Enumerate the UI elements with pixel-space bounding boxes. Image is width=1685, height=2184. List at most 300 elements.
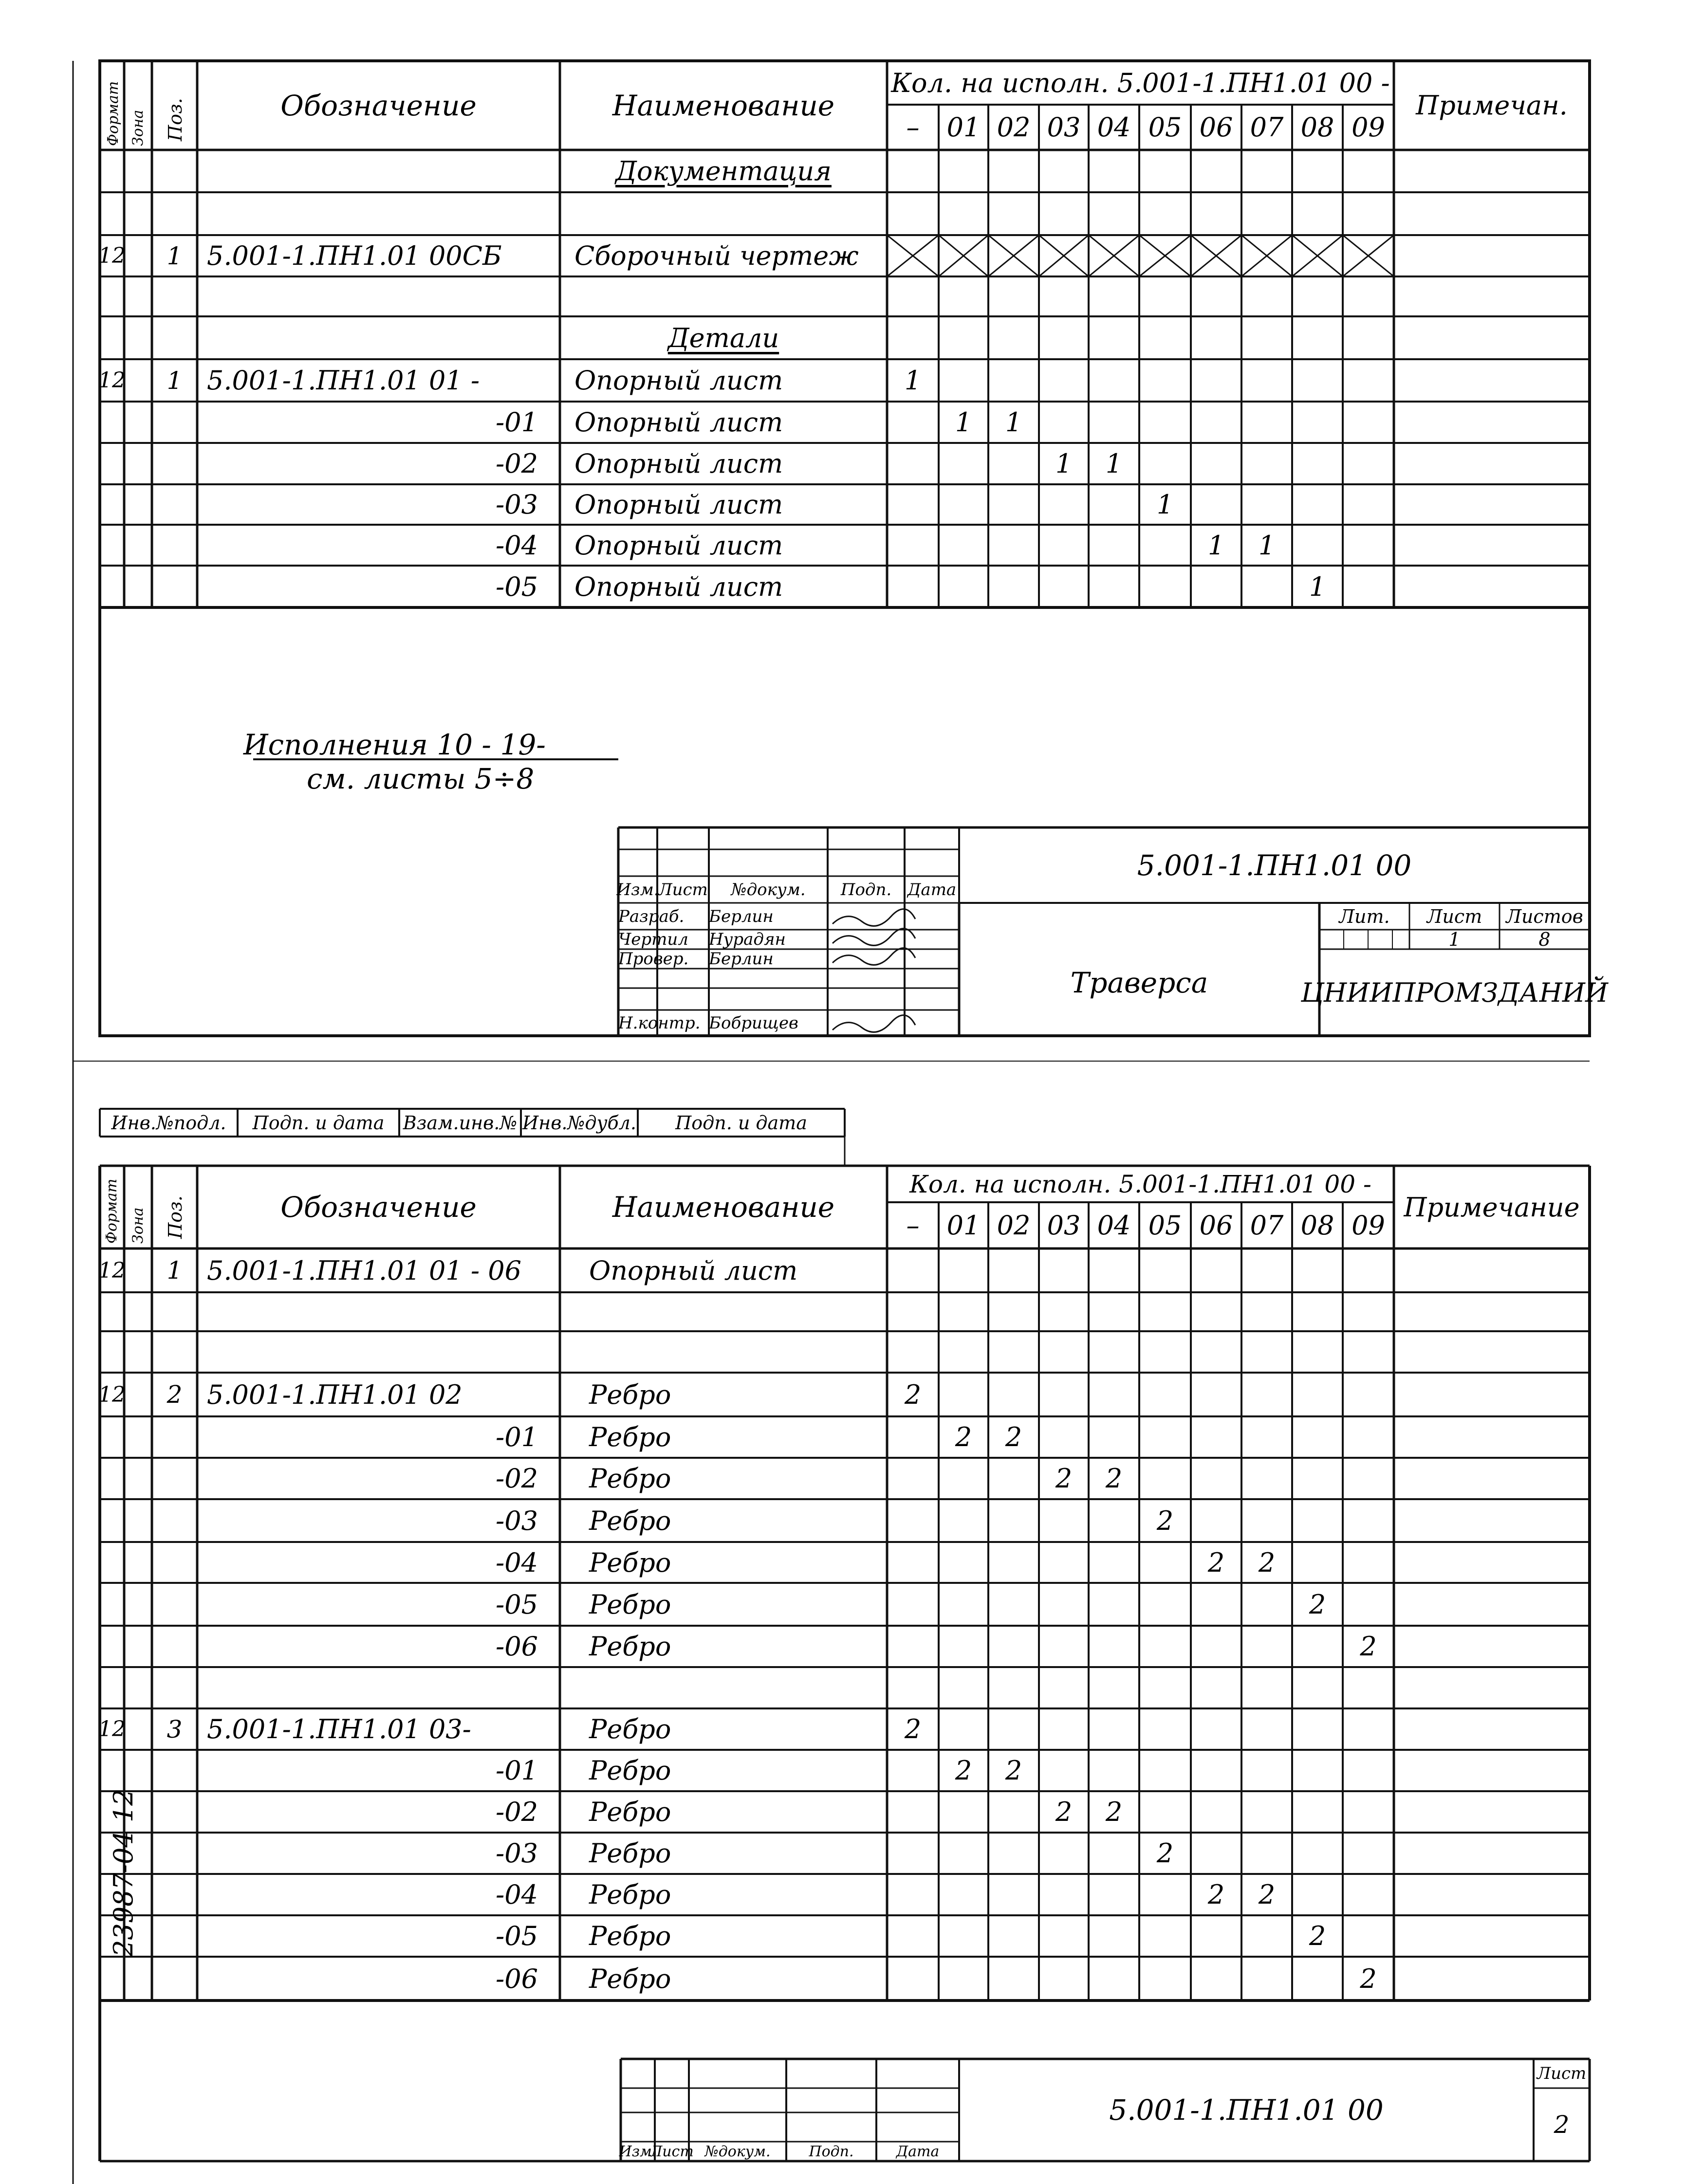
row-qty [887, 1957, 939, 2000]
row-qty [988, 1542, 1039, 1583]
row-name [589, 1248, 881, 1292]
row-name-text: Ребро [589, 1797, 671, 1827]
row-qty [887, 1874, 939, 1915]
row-name-text: Опорный лист [574, 489, 783, 520]
row-qty [887, 402, 939, 443]
row-pos [152, 1331, 197, 1373]
stamp-role [618, 930, 709, 949]
row-qty [988, 316, 1039, 359]
row-qty [1292, 1458, 1343, 1499]
row-qty [988, 276, 1039, 316]
row-qty [1039, 1458, 1089, 1499]
header-variant-text: – [906, 112, 920, 143]
header-qty [887, 61, 1394, 105]
row-qty [939, 1416, 988, 1458]
row-designation-text: -04 [496, 1879, 538, 1910]
row-designation-text: 5.001-1.ПН1.01 01 - 06 [207, 1255, 521, 1286]
row-qty [1191, 1957, 1241, 2000]
sheet2-sheet-number [1534, 2088, 1590, 2161]
row-qty [1292, 1542, 1343, 1583]
row-designation-text: -01 [496, 1422, 538, 1452]
row-qty [1039, 1667, 1089, 1708]
row-format-text: 12 [98, 243, 126, 268]
row-qty [1039, 1957, 1089, 2000]
stamp-header-text: Лист [650, 2143, 694, 2160]
row-qty [1292, 525, 1343, 566]
row-format [100, 402, 124, 443]
row-format [100, 1708, 124, 1750]
header-variant [887, 105, 939, 150]
row-qty [1241, 359, 1292, 402]
header-note-text: Примечание [1404, 1192, 1580, 1223]
row-designation-text: -01 [496, 407, 538, 438]
row-designation [197, 1583, 538, 1626]
header-qty-text: Кол. на исполн. 5.001-1.ПН1.01 00 - [891, 67, 1390, 98]
row-qty [1191, 402, 1241, 443]
organization-text: ЦНИИПРОМЗДАНИЙ [1300, 977, 1609, 1008]
row-designation-text: -04 [496, 1547, 538, 1578]
row-name-text: Ребро [589, 1879, 671, 1910]
row-format [100, 1499, 124, 1542]
stamp-name [709, 1010, 828, 1036]
row-qty [1139, 1791, 1191, 1833]
row-qty [988, 1667, 1039, 1708]
row-qty [1343, 276, 1394, 316]
section-heading [560, 316, 887, 359]
row-qty [1241, 1416, 1292, 1458]
row-name [589, 1750, 881, 1791]
row-pos [152, 276, 197, 316]
row-name-text: Ребро [589, 1422, 671, 1452]
row-qty-text: 1 [1309, 571, 1326, 602]
row-qty [988, 1292, 1039, 1331]
row-designation-text: -06 [496, 1631, 538, 1662]
row-designation [197, 1915, 538, 1957]
row-name-text: Ребро [589, 1547, 671, 1578]
row-qty-text: 1 [955, 407, 972, 438]
row-designation-text: -05 [496, 1589, 538, 1620]
sheet-label [1409, 903, 1500, 930]
row-qty [887, 525, 939, 566]
row-pos [152, 1542, 197, 1583]
row-qty [1292, 1791, 1343, 1833]
row-qty [1241, 1373, 1292, 1416]
row-qty [1343, 1874, 1394, 1915]
row-qty [1039, 1626, 1089, 1667]
row-qty [1241, 235, 1292, 276]
row-qty [1039, 150, 1089, 192]
stamp-header-text: Подп. [840, 880, 892, 899]
row-format [100, 359, 124, 402]
row-qty [1292, 1583, 1343, 1626]
row-qty [1139, 316, 1191, 359]
stamp-name-text: Нурадян [709, 930, 786, 949]
row-qty [1343, 1331, 1394, 1373]
row-qty [1191, 1583, 1241, 1626]
row-pos [152, 1373, 197, 1416]
row-format [100, 1583, 124, 1626]
row-qty [1343, 1667, 1394, 1708]
row-qty [1039, 1416, 1089, 1458]
row-qty [1343, 359, 1394, 402]
header-variant-text: 07 [1250, 1210, 1284, 1241]
header-zone: Зона [130, 1207, 147, 1244]
row-qty [988, 443, 1039, 484]
row-format [100, 443, 124, 484]
row-qty [1343, 566, 1394, 607]
row-qty [887, 1915, 939, 1957]
row-designation-text: -02 [496, 448, 538, 479]
row-qty [1139, 1583, 1191, 1626]
header-designation [197, 61, 560, 150]
row-designation [197, 402, 538, 443]
row-qty [1089, 1583, 1139, 1626]
row-qty [988, 1708, 1039, 1750]
variants-note-sheets [307, 759, 648, 798]
row-designation [207, 192, 560, 235]
row-name-text: Ребро [589, 1463, 671, 1494]
row-qty [1343, 1791, 1394, 1833]
stamp-name-text: Бобрищев [709, 1013, 798, 1033]
row-qty [1089, 1331, 1139, 1373]
row-format [100, 192, 124, 235]
row-qty-text: 2 [1105, 1797, 1123, 1827]
header-designation-text: Обозначение [280, 1191, 477, 1224]
row-qty [1089, 1499, 1139, 1542]
row-name-text: Ребро [589, 1589, 671, 1620]
row-qty [1089, 1667, 1139, 1708]
header-variant-text: – [906, 1210, 920, 1241]
row-name-text: Опорный лист [574, 530, 783, 561]
row-designation-text: -05 [496, 571, 538, 602]
row-qty [1191, 1292, 1241, 1331]
row-qty [1241, 566, 1292, 607]
row-qty [1191, 276, 1241, 316]
header-variant-text: 08 [1300, 112, 1334, 143]
row-qty [988, 1248, 1039, 1292]
row-pos-text: 1 [167, 1256, 183, 1285]
row-qty [1039, 1708, 1089, 1750]
stamp-header [786, 2142, 876, 2161]
header-pos: Поз. [165, 98, 186, 141]
row-designation-text: -02 [496, 1797, 538, 1827]
row-name-text: Ребро [589, 1755, 671, 1786]
row-qty [887, 276, 939, 316]
row-qty [1241, 192, 1292, 235]
row-qty [1039, 1750, 1089, 1791]
row-qty [1191, 235, 1241, 276]
row-name [589, 1708, 881, 1750]
row-format [100, 1667, 124, 1708]
stamp-header-text: Лист [658, 880, 708, 899]
row-qty [1343, 484, 1394, 525]
header-variant-text: 02 [997, 112, 1031, 143]
row-qty [1039, 1791, 1089, 1833]
header-variant [1139, 1202, 1191, 1248]
row-qty-text: 2 [1105, 1463, 1123, 1494]
row-designation-text: -03 [496, 1505, 538, 1536]
row-pos [152, 1499, 197, 1542]
row-qty [1292, 402, 1343, 443]
row-designation [197, 566, 538, 607]
row-name-text: Сборочный чертеж [574, 240, 859, 271]
row-name [589, 1458, 881, 1499]
row-qty [1343, 1542, 1394, 1583]
row-qty [1139, 276, 1191, 316]
stamp-role [618, 903, 709, 930]
row-qty [1241, 1750, 1292, 1791]
row-qty [1292, 1957, 1343, 2000]
row-qty [1343, 1915, 1394, 1957]
row-qty [1089, 235, 1139, 276]
row-qty [887, 1791, 939, 1833]
stamp-role-text: Н.контр. [618, 1013, 701, 1033]
row-qty [1191, 192, 1241, 235]
header-variant-text: 05 [1148, 112, 1182, 143]
row-designation [207, 1292, 560, 1331]
row-qty-text: 2 [1309, 1921, 1326, 1951]
row-qty [1139, 402, 1191, 443]
row-qty [1089, 402, 1139, 443]
row-designation [207, 1331, 560, 1373]
row-pos [152, 1248, 197, 1292]
row-name [574, 566, 886, 607]
row-designation-text: 5.001-1.ПН1.01 03- [207, 1714, 471, 1744]
archive-label [399, 1109, 521, 1137]
row-qty [1089, 1957, 1139, 2000]
row-pos [152, 1957, 197, 2000]
row-format [100, 484, 124, 525]
row-qty [1292, 316, 1343, 359]
header-name [560, 1166, 887, 1248]
row-qty [988, 566, 1039, 607]
row-qty [1191, 1542, 1241, 1583]
header-variant [1089, 105, 1139, 150]
header-note [1394, 1166, 1590, 1248]
row-format [100, 1248, 124, 1292]
row-qty [988, 1499, 1039, 1542]
row-qty [1343, 1583, 1394, 1626]
row-designation [207, 150, 560, 192]
row-qty [988, 1957, 1039, 2000]
row-qty [1089, 525, 1139, 566]
row-name [589, 1416, 881, 1458]
row-qty [1191, 525, 1241, 566]
row-qty [1191, 1791, 1241, 1833]
row-pos [152, 525, 197, 566]
stamp-header-text: №докум. [731, 880, 806, 899]
row-qty [1039, 359, 1089, 402]
row-qty [887, 150, 939, 192]
row-designation-text: -04 [496, 530, 538, 561]
stamp-name [709, 949, 828, 969]
row-qty [1241, 443, 1292, 484]
row-qty [939, 359, 988, 402]
row-qty [1139, 1957, 1191, 2000]
stamp-header-text: Дата [907, 880, 957, 899]
row-qty [1191, 484, 1241, 525]
row-qty [1241, 1667, 1292, 1708]
header-variant-text: 03 [1047, 1210, 1081, 1241]
sheets-label-text: Листов [1506, 905, 1583, 927]
row-qty-text: 2 [1207, 1547, 1225, 1578]
row-qty-text: 1 [1055, 448, 1073, 479]
row-qty-text: 2 [1005, 1422, 1022, 1452]
row-qty [1241, 1915, 1292, 1957]
row-qty [887, 1833, 939, 1874]
row-designation-text: -01 [496, 1755, 538, 1786]
row-name-text: Ребро [589, 1505, 671, 1536]
row-qty [1241, 484, 1292, 525]
row-designation [207, 235, 560, 276]
row-qty [939, 443, 988, 484]
header-variant-text: 06 [1199, 112, 1233, 143]
row-qty [1139, 1248, 1191, 1292]
row-qty-text: 2 [1055, 1797, 1073, 1827]
row-qty [1343, 150, 1394, 192]
row-qty [1039, 1583, 1089, 1626]
row-format-text: 12 [98, 1258, 126, 1283]
row-qty [939, 1626, 988, 1667]
row-designation [197, 1750, 538, 1791]
row-name-text: Опорный лист [589, 1255, 798, 1286]
header-variant [939, 1202, 988, 1248]
row-qty [939, 484, 988, 525]
row-qty [1292, 1416, 1343, 1458]
row-qty [1039, 1542, 1089, 1583]
row-qty [1039, 1499, 1089, 1542]
row-qty [1191, 1331, 1241, 1373]
row-qty [988, 1915, 1039, 1957]
row-qty [1039, 1373, 1089, 1416]
row-name [589, 1957, 881, 2000]
row-pos [152, 443, 197, 484]
row-qty [1089, 316, 1139, 359]
row-pos [152, 1626, 197, 1667]
row-pos-text: 1 [167, 241, 183, 270]
row-designation-text: -03 [496, 1838, 538, 1869]
lit-label-text: Лит. [1339, 905, 1390, 927]
row-qty [1089, 192, 1139, 235]
row-qty [1343, 235, 1394, 276]
variants-note-sheets-text: см. листы 5÷8 [307, 762, 535, 795]
row-qty [1089, 1292, 1139, 1331]
row-name [574, 359, 886, 402]
row-qty [1292, 1915, 1343, 1957]
archive-label-text: Инв.№подл. [111, 1112, 226, 1134]
row-name [589, 1331, 881, 1373]
row-qty [1241, 1626, 1292, 1667]
row-name [589, 1292, 881, 1331]
row-qty [1343, 1499, 1394, 1542]
row-designation-text: 5.001-1.ПН1.01 02 [207, 1379, 463, 1410]
row-pos [152, 1667, 197, 1708]
row-qty [1191, 1373, 1241, 1416]
row-qty [1139, 443, 1191, 484]
row-qty-text: 2 [1156, 1838, 1174, 1869]
row-designation [197, 1626, 538, 1667]
row-qty [1191, 1874, 1241, 1915]
row-qty [1139, 1626, 1191, 1667]
row-qty [1292, 1626, 1343, 1667]
row-qty [1139, 525, 1191, 566]
row-qty [887, 192, 939, 235]
signature-mark [833, 929, 915, 946]
row-qty-text: 1 [1156, 489, 1174, 520]
row-qty [939, 1248, 988, 1292]
row-name-text: Ребро [589, 1921, 671, 1951]
row-designation-text: 5.001-1.ПН1.01 01 - [207, 365, 480, 396]
header-variant [1241, 105, 1292, 150]
row-name-text: Опорный лист [574, 365, 783, 396]
title-code-text: 5.001-1.ПН1.01 00 [1137, 848, 1412, 882]
row-qty [1139, 1499, 1191, 1542]
archive-label [638, 1109, 845, 1137]
row-qty [939, 1331, 988, 1373]
header-variant [1241, 1202, 1292, 1248]
row-designation [197, 1957, 538, 2000]
header-format: Формат [103, 1178, 120, 1244]
row-name [589, 1915, 881, 1957]
row-name [589, 1874, 881, 1915]
header-variant [988, 105, 1039, 150]
row-qty [1241, 1331, 1292, 1373]
archive-label-text: Инв.№дубл. [522, 1112, 636, 1134]
row-qty-text: 2 [1309, 1589, 1326, 1620]
archive-side-stamp: 23987-04 12 [108, 1789, 139, 1957]
row-name [589, 1833, 881, 1874]
row-designation-text: -06 [496, 1963, 538, 1994]
row-qty [988, 1373, 1039, 1416]
row-qty [1089, 1874, 1139, 1915]
header-variant [1292, 1202, 1343, 1248]
row-format-text: 12 [98, 368, 126, 393]
row-qty [1089, 359, 1139, 402]
row-designation [207, 1373, 560, 1416]
stamp-name [709, 930, 828, 949]
row-qty [1191, 1750, 1241, 1791]
row-qty [939, 1874, 988, 1915]
signature-mark [833, 909, 915, 926]
row-qty [939, 235, 988, 276]
row-qty [1039, 1915, 1089, 1957]
row-pos-text: 3 [167, 1715, 183, 1744]
row-qty [939, 1542, 988, 1583]
row-qty-text: 2 [904, 1379, 922, 1410]
row-qty [1343, 1416, 1394, 1458]
row-qty [1343, 1833, 1394, 1874]
row-format-text: 12 [98, 1717, 126, 1742]
row-qty-text: 1 [1207, 530, 1225, 561]
row-designation-text: -05 [496, 1921, 538, 1951]
row-name [589, 1499, 881, 1542]
sheet2-code-text: 5.001-1.ПН1.01 00 [1109, 2093, 1384, 2127]
row-qty [1343, 1248, 1394, 1292]
row-qty [887, 443, 939, 484]
row-qty [1139, 235, 1191, 276]
row-format [100, 1957, 124, 2000]
row-qty [1191, 1416, 1241, 1458]
row-format [100, 1373, 124, 1416]
row-qty [1343, 1626, 1394, 1667]
stamp-name-text: Берлин [709, 949, 774, 969]
header-variant-text: 03 [1047, 112, 1081, 143]
row-qty [939, 1583, 988, 1626]
row-qty [1292, 1833, 1343, 1874]
row-name [589, 1791, 881, 1833]
row-designation [207, 316, 560, 359]
row-format [100, 1292, 124, 1331]
